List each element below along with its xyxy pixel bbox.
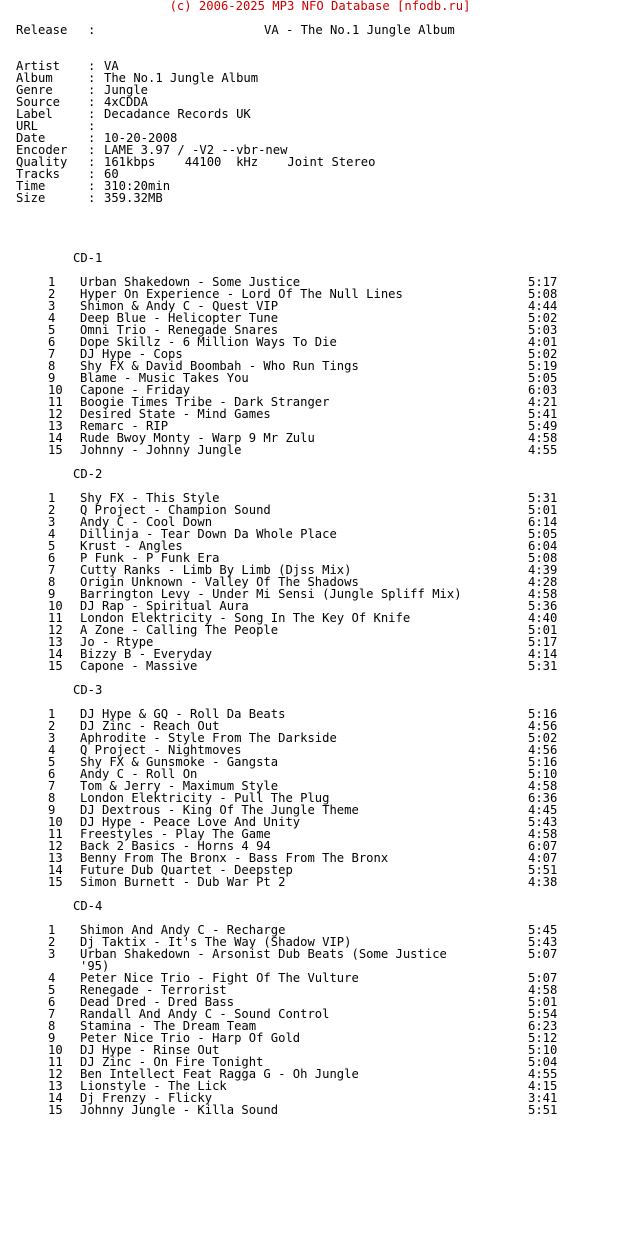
track-title: London Elektricity - Song In The Key Of Knife xyxy=(80,611,411,625)
release-title: VA - The No.1 Jungle Album xyxy=(264,23,455,37)
track-number: 14 xyxy=(48,647,63,661)
track-number: 8 xyxy=(48,791,56,805)
track-title: London Elektricity - Pull The Plug xyxy=(80,791,330,805)
track-duration: 6:03 xyxy=(528,383,558,397)
track-title: Peter Nice Trio - Harp Of Gold xyxy=(80,1031,301,1045)
track-number: 3 xyxy=(48,299,56,313)
track-row xyxy=(0,947,640,973)
track-number: 11 xyxy=(48,395,63,409)
track-duration: 5:12 xyxy=(528,1031,558,1045)
info-key: Genre xyxy=(16,83,53,97)
info-value: Decadance Records UK xyxy=(104,107,251,121)
track-number: 15 xyxy=(48,1103,63,1117)
track-duration: 5:02 xyxy=(528,311,558,325)
track-number: 7 xyxy=(48,347,56,361)
track-title: Rude Bwoy Monty - Warp 9 Mr Zulu xyxy=(80,431,315,445)
track-duration: 5:02 xyxy=(528,347,558,361)
info-key: Time xyxy=(16,179,46,193)
track-title: Shimon And Andy C - Recharge xyxy=(80,923,286,937)
track-title: Johnny Jungle - Killa Sound xyxy=(80,1103,279,1117)
track-number: 13 xyxy=(48,635,63,649)
track-duration: 4:39 xyxy=(528,563,558,577)
track-number: 14 xyxy=(48,863,63,877)
track-number: 7 xyxy=(48,563,56,577)
info-key: Artist xyxy=(16,59,61,73)
track-title: Back 2 Basics - Horns 4 94 xyxy=(80,839,271,853)
track-number: 6 xyxy=(48,995,56,1009)
track-title: Shimon & Andy C - Quest VIP xyxy=(80,299,279,313)
track-number: 1 xyxy=(48,923,56,937)
track-title: DJ Zinc - On Fire Tonight xyxy=(80,1055,264,1069)
track-number: 9 xyxy=(48,1031,56,1045)
info-key: Album xyxy=(16,71,53,85)
track-number: 4 xyxy=(48,527,56,541)
track-duration: 5:01 xyxy=(528,995,558,1009)
track-duration: 6:36 xyxy=(528,791,558,805)
track-number: 12 xyxy=(48,1067,63,1081)
track-duration: 4:58 xyxy=(528,827,558,841)
info-separator: : xyxy=(88,131,96,145)
track-title-continued: '95) xyxy=(80,959,110,973)
track-duration: 5:01 xyxy=(528,503,558,517)
track-title: Renegade - Terrorist xyxy=(80,983,227,997)
track-duration: 5:05 xyxy=(528,527,558,541)
info-value: 60 xyxy=(104,167,119,181)
info-separator: : xyxy=(88,71,96,85)
track-title: P Funk - P Funk Era xyxy=(80,551,220,565)
track-duration: 5:16 xyxy=(528,707,558,721)
info-value: 359.32MB xyxy=(104,191,163,205)
track-title: Capone - Friday xyxy=(80,383,191,397)
track-number: 11 xyxy=(48,611,63,625)
track-number: 13 xyxy=(48,419,63,433)
track-title: Jo - Rtype xyxy=(80,635,154,649)
cd-heading: CD-2 xyxy=(73,467,103,481)
track-number: 6 xyxy=(48,551,56,565)
track-title: Blame - Music Takes You xyxy=(80,371,249,385)
site-banner: (c) 2006-2025 MP3 NFO Database [nfodb.ru] xyxy=(169,0,471,13)
info-value: LAME 3.97 / -V2 --vbr-new xyxy=(104,143,288,157)
track-duration: 6:14 xyxy=(528,515,558,529)
track-number: 3 xyxy=(48,947,56,961)
info-separator: : xyxy=(88,95,96,109)
info-key: Source xyxy=(16,95,61,109)
info-separator: : xyxy=(88,155,96,169)
track-title: Capone - Massive xyxy=(80,659,198,673)
track-duration: 5:45 xyxy=(528,923,558,937)
track-title: Simon Burnett - Dub War Pt 2 xyxy=(80,875,286,889)
track-duration: 5:02 xyxy=(528,731,558,745)
info-separator: : xyxy=(88,191,96,205)
track-number: 14 xyxy=(48,431,63,445)
track-number: 4 xyxy=(48,311,56,325)
track-duration: 4:55 xyxy=(528,1067,558,1081)
track-title: Benny From The Bronx - Bass From The Bronx xyxy=(80,851,389,865)
track-number: 15 xyxy=(48,659,63,673)
track-duration: 5:49 xyxy=(528,419,558,433)
track-duration: 4:14 xyxy=(528,647,558,661)
track-number: 12 xyxy=(48,839,63,853)
release-label: Release xyxy=(16,23,68,37)
track-title: Origin Unknown - Valley Of The Shadows xyxy=(80,575,359,589)
track-number: 4 xyxy=(48,971,56,985)
track-number: 5 xyxy=(48,755,56,769)
info-separator: : xyxy=(88,119,96,133)
info-value: 10-20-2008 xyxy=(104,131,178,145)
track-title: Andy C - Roll On xyxy=(80,767,198,781)
track-duration: 5:16 xyxy=(528,755,558,769)
track-duration: 5:43 xyxy=(528,815,558,829)
info-key: Tracks xyxy=(16,167,61,181)
track-number: 6 xyxy=(48,335,56,349)
cd-heading: CD-4 xyxy=(73,899,103,913)
track-title: Hyper On Experience - Lord Of The Null Lines xyxy=(80,287,403,301)
track-number: 10 xyxy=(48,599,63,613)
track-duration: 5:54 xyxy=(528,1007,558,1021)
track-duration: 4:01 xyxy=(528,335,558,349)
track-number: 3 xyxy=(48,515,56,529)
track-title: A Zone - Calling The People xyxy=(80,623,279,637)
track-duration: 5:17 xyxy=(528,275,558,289)
track-duration: 4:56 xyxy=(528,719,558,733)
track-title: Tom & Jerry - Maximum Style xyxy=(80,779,279,793)
track-title: Aphrodite - Style From The Darkside xyxy=(80,731,337,745)
track-number: 7 xyxy=(48,779,56,793)
info-separator: : xyxy=(88,167,96,181)
info-row xyxy=(16,192,616,204)
track-title: Randall And Andy C - Sound Control xyxy=(80,1007,330,1021)
track-title: DJ Hype & GQ - Roll Da Beats xyxy=(80,707,286,721)
track-title: Desired State - Mind Games xyxy=(80,407,271,421)
track-title: Ben Intellect Feat Ragga G - Oh Jungle xyxy=(80,1067,359,1081)
track-title: Urban Shakedown - Some Justice xyxy=(80,275,301,289)
track-title: Johnny - Johnny Jungle xyxy=(80,443,242,457)
track-title: Krust - Angles xyxy=(80,539,183,553)
track-title: Lionstyle - The Lick xyxy=(80,1079,227,1093)
track-number: 10 xyxy=(48,815,63,829)
track-number: 8 xyxy=(48,359,56,373)
track-duration: 4:58 xyxy=(528,983,558,997)
track-title: Cutty Ranks - Limb By Limb (Djss Mix) xyxy=(80,563,352,577)
track-number: 2 xyxy=(48,287,56,301)
info-separator: : xyxy=(88,107,96,121)
track-duration: 5:41 xyxy=(528,407,558,421)
track-duration: 4:58 xyxy=(528,779,558,793)
track-number: 9 xyxy=(48,371,56,385)
track-number: 5 xyxy=(48,983,56,997)
track-duration: 5:31 xyxy=(528,491,558,505)
track-number: 8 xyxy=(48,575,56,589)
track-number: 11 xyxy=(48,1055,63,1069)
info-separator: : xyxy=(88,143,96,157)
track-number: 13 xyxy=(48,1079,63,1093)
track-number: 12 xyxy=(48,407,63,421)
track-title: DJ Hype - Peace Love And Unity xyxy=(80,815,301,829)
track-number: 6 xyxy=(48,767,56,781)
track-number: 4 xyxy=(48,743,56,757)
cd-heading: CD-1 xyxy=(73,251,103,265)
track-duration: 4:58 xyxy=(528,587,558,601)
track-title: Boogie Times Tribe - Dark Stranger xyxy=(80,395,330,409)
track-row xyxy=(0,444,640,456)
track-title: Shy FX & Gunsmoke - Gangsta xyxy=(80,755,279,769)
track-title: Future Dub Quartet - Deepstep xyxy=(80,863,293,877)
info-value: The No.1 Jungle Album xyxy=(104,71,259,85)
info-value: 4xCDDA xyxy=(104,95,149,109)
track-number: 2 xyxy=(48,503,56,517)
track-duration: 5:08 xyxy=(528,551,558,565)
track-duration: 5:07 xyxy=(528,971,558,985)
info-row xyxy=(16,108,616,120)
track-title: DJ Hype - Rinse Out xyxy=(80,1043,220,1057)
info-key: URL xyxy=(16,119,39,133)
track-duration: 5:36 xyxy=(528,599,558,613)
track-number: 1 xyxy=(48,491,56,505)
track-number: 5 xyxy=(48,539,56,553)
track-number: 8 xyxy=(48,1019,56,1033)
info-key: Label xyxy=(16,107,53,121)
track-title: DJ Hype - Cops xyxy=(80,347,183,361)
track-duration: 5:07 xyxy=(528,947,558,961)
track-number: 9 xyxy=(48,803,56,817)
track-duration: 5:04 xyxy=(528,1055,558,1069)
track-duration: 5:43 xyxy=(528,935,558,949)
track-number: 14 xyxy=(48,1091,63,1105)
track-title: Dillinja - Tear Down Da Whole Place xyxy=(80,527,337,541)
track-duration: 4:45 xyxy=(528,803,558,817)
info-key: Size xyxy=(16,191,46,205)
track-duration: 5:17 xyxy=(528,635,558,649)
track-number: 10 xyxy=(48,1043,63,1057)
track-duration: 5:08 xyxy=(528,287,558,301)
info-value: 161kbps 44100 kHz Joint Stereo xyxy=(104,155,376,169)
track-duration: 4:55 xyxy=(528,443,558,457)
track-duration: 5:05 xyxy=(528,371,558,385)
track-title: DJ Rap - Spiritual Aura xyxy=(80,599,249,613)
track-duration: 5:10 xyxy=(528,1043,558,1057)
track-duration: 3:41 xyxy=(528,1091,558,1105)
track-row xyxy=(0,1104,640,1116)
track-title: Bizzy B - Everyday xyxy=(80,647,213,661)
track-row xyxy=(0,660,640,672)
track-duration: 6:04 xyxy=(528,539,558,553)
track-title: Barrington Levy - Under Mi Sensi (Jungle Spliff Mix) xyxy=(80,587,462,601)
track-title: Remarc - RIP xyxy=(80,419,169,433)
track-number: 10 xyxy=(48,383,63,397)
info-value: VA xyxy=(104,59,119,73)
track-duration: 4:38 xyxy=(528,875,558,889)
track-title: Dj Frenzy - Flicky xyxy=(80,1091,213,1105)
track-number: 2 xyxy=(48,935,56,949)
track-title: Q Project - Champion Sound xyxy=(80,503,271,517)
track-title: Stamina - The Dream Team xyxy=(80,1019,257,1033)
track-title: Dead Dred - Dred Bass xyxy=(80,995,235,1009)
track-title: Shy FX & David Boombah - Who Run Tings xyxy=(80,359,359,373)
track-title: Deep Blue - Helicopter Tune xyxy=(80,311,279,325)
track-duration: 5:19 xyxy=(528,359,558,373)
track-title: Peter Nice Trio - Fight Of The Vulture xyxy=(80,971,359,985)
track-duration: 5:31 xyxy=(528,659,558,673)
track-duration: 6:23 xyxy=(528,1019,558,1033)
track-title: Dope Skillz - 6 Million Ways To Die xyxy=(80,335,337,349)
track-duration: 4:44 xyxy=(528,299,558,313)
track-duration: 6:07 xyxy=(528,839,558,853)
track-number: 12 xyxy=(48,623,63,637)
track-title: DJ Zinc - Reach Out xyxy=(80,719,220,733)
track-duration: 4:40 xyxy=(528,611,558,625)
track-title: Andy C - Cool Down xyxy=(80,515,213,529)
track-duration: 4:56 xyxy=(528,743,558,757)
track-title: Freestyles - Play The Game xyxy=(80,827,271,841)
info-key: Encoder xyxy=(16,143,68,157)
cd-heading: CD-3 xyxy=(73,683,103,697)
track-duration: 4:15 xyxy=(528,1079,558,1093)
track-duration: 5:01 xyxy=(528,623,558,637)
track-number: 15 xyxy=(48,443,63,457)
track-duration: 4:28 xyxy=(528,575,558,589)
track-title: Q Project - Nightmoves xyxy=(80,743,242,757)
track-duration: 4:21 xyxy=(528,395,558,409)
info-value: 310:20min xyxy=(104,179,171,193)
info-value: Jungle xyxy=(104,83,149,97)
track-duration: 4:07 xyxy=(528,851,558,865)
track-number: 3 xyxy=(48,731,56,745)
track-duration: 5:51 xyxy=(528,1103,558,1117)
track-duration: 4:58 xyxy=(528,431,558,445)
info-separator: : xyxy=(88,59,96,73)
track-duration: 5:51 xyxy=(528,863,558,877)
release-separator: : xyxy=(88,23,96,37)
track-number: 1 xyxy=(48,707,56,721)
info-key: Quality xyxy=(16,155,68,169)
track-title: Shy FX - This Style xyxy=(80,491,220,505)
track-number: 9 xyxy=(48,587,56,601)
track-title: Dj Taktix - It's The Way (Shadow VIP) xyxy=(80,935,352,949)
track-row xyxy=(0,876,640,888)
track-number: 1 xyxy=(48,275,56,289)
track-title: DJ Dextrous - King Of The Jungle Theme xyxy=(80,803,359,817)
track-number: 7 xyxy=(48,1007,56,1021)
info-key: Date xyxy=(16,131,46,145)
track-number: 11 xyxy=(48,827,63,841)
track-number: 15 xyxy=(48,875,63,889)
info-separator: : xyxy=(88,83,96,97)
track-number: 5 xyxy=(48,323,56,337)
track-duration: 5:10 xyxy=(528,767,558,781)
info-separator: : xyxy=(88,179,96,193)
track-number: 13 xyxy=(48,851,63,865)
track-title: Omni Trio - Renegade Snares xyxy=(80,323,279,337)
track-title: Urban Shakedown - Arsonist Dub Beats (Some Justice xyxy=(80,947,447,961)
track-number: 2 xyxy=(48,719,56,733)
track-duration: 5:03 xyxy=(528,323,558,337)
